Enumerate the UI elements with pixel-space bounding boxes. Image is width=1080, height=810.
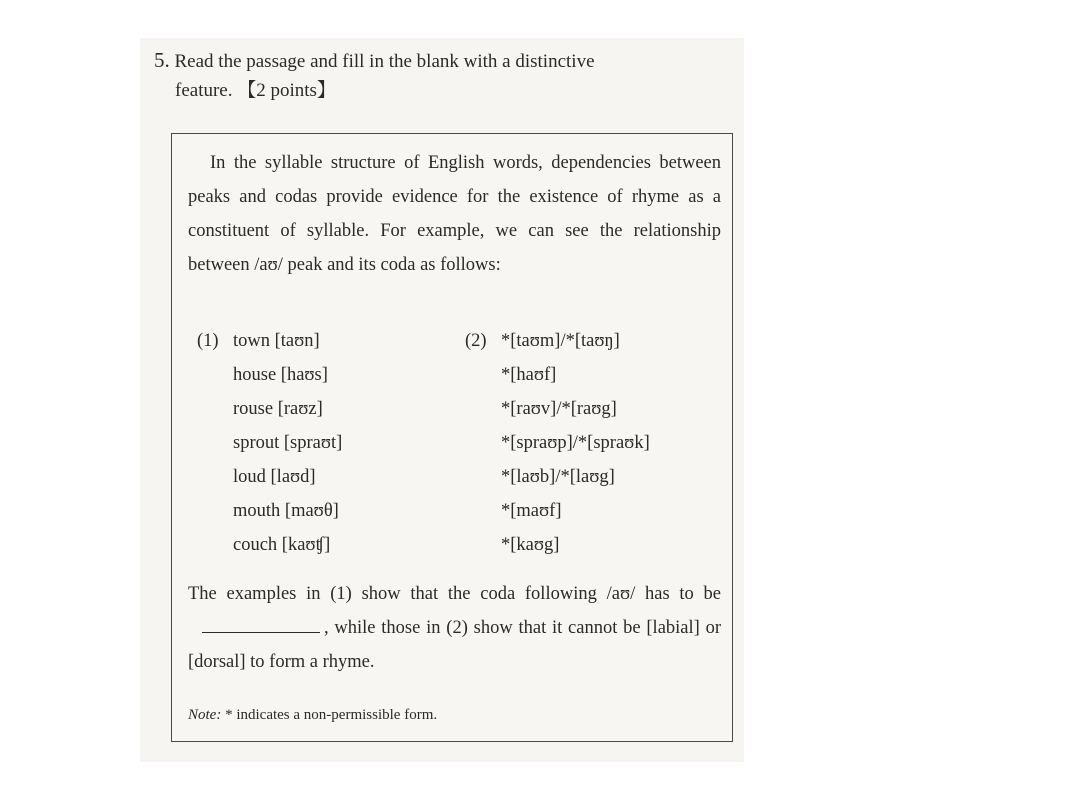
example-row (197, 494, 717, 528)
example-nonpermissible: *[taʊm]/*[taʊŋ] (501, 331, 620, 351)
example-set-2-label: (2) (465, 331, 487, 351)
example-row (197, 528, 717, 562)
example-permissible: rouse [raʊz] (233, 399, 323, 419)
scanned-page (140, 38, 744, 762)
example-nonpermissible: *[spraʊp]/*[spraʊk] (501, 433, 650, 453)
example-row (197, 358, 717, 392)
example-permissible: mouth [maʊθ] (233, 501, 339, 521)
example-nonpermissible: *[kaʊg] (501, 535, 560, 555)
example-row (197, 426, 717, 460)
note-text: * indicates a non-permissible form. (221, 707, 438, 723)
example-nonpermissible: *[laʊb]/*[laʊg] (501, 467, 615, 487)
example-nonpermissible: *[raʊv]/*[raʊg] (501, 399, 617, 419)
example-permissible: couch [kaʊʧ] (233, 535, 331, 555)
conclusion-text (188, 577, 721, 679)
example-nonpermissible: *[haʊf] (501, 365, 557, 385)
example-permissible: town [taʊn] (233, 331, 320, 351)
footnote (188, 703, 721, 727)
example-nonpermissible: *[maʊf] (501, 501, 562, 521)
example-row (197, 324, 717, 358)
passage-text: In the syllable structure of English words, dependencies between peaks and codas provide evidence for the existence of rhyme as a constituent of syllable. For example, we can see the relationship between /aʊ/ peak and its coda as follows: (188, 153, 721, 275)
examples-table (197, 324, 717, 562)
example-permissible: sprout [spraʊt] (233, 433, 343, 453)
conclusion-before-blank: The examples in (1) show that the coda following /aʊ/ has to be (188, 584, 721, 604)
conclusion-after-blank: , while those in (2) show that it cannot be [labial] or [dorsal] to form a rhyme. (188, 618, 721, 672)
example-permissible: house [haʊs] (233, 365, 328, 385)
question-points: feature. 【2 points】 (175, 80, 336, 101)
note-label: Note: (188, 707, 222, 723)
question-line-1 (154, 46, 744, 76)
example-row (197, 460, 717, 494)
question-number: 5. (154, 48, 170, 72)
example-row (197, 392, 717, 426)
question-header (154, 46, 744, 105)
example-permissible: loud [laʊd] (233, 467, 316, 487)
answer-blank (202, 616, 320, 633)
example-set-1-label: (1) (197, 331, 219, 351)
passage-box (171, 133, 733, 742)
question-instruction: Read the passage and fill in the blank with a distinctive (174, 51, 595, 72)
